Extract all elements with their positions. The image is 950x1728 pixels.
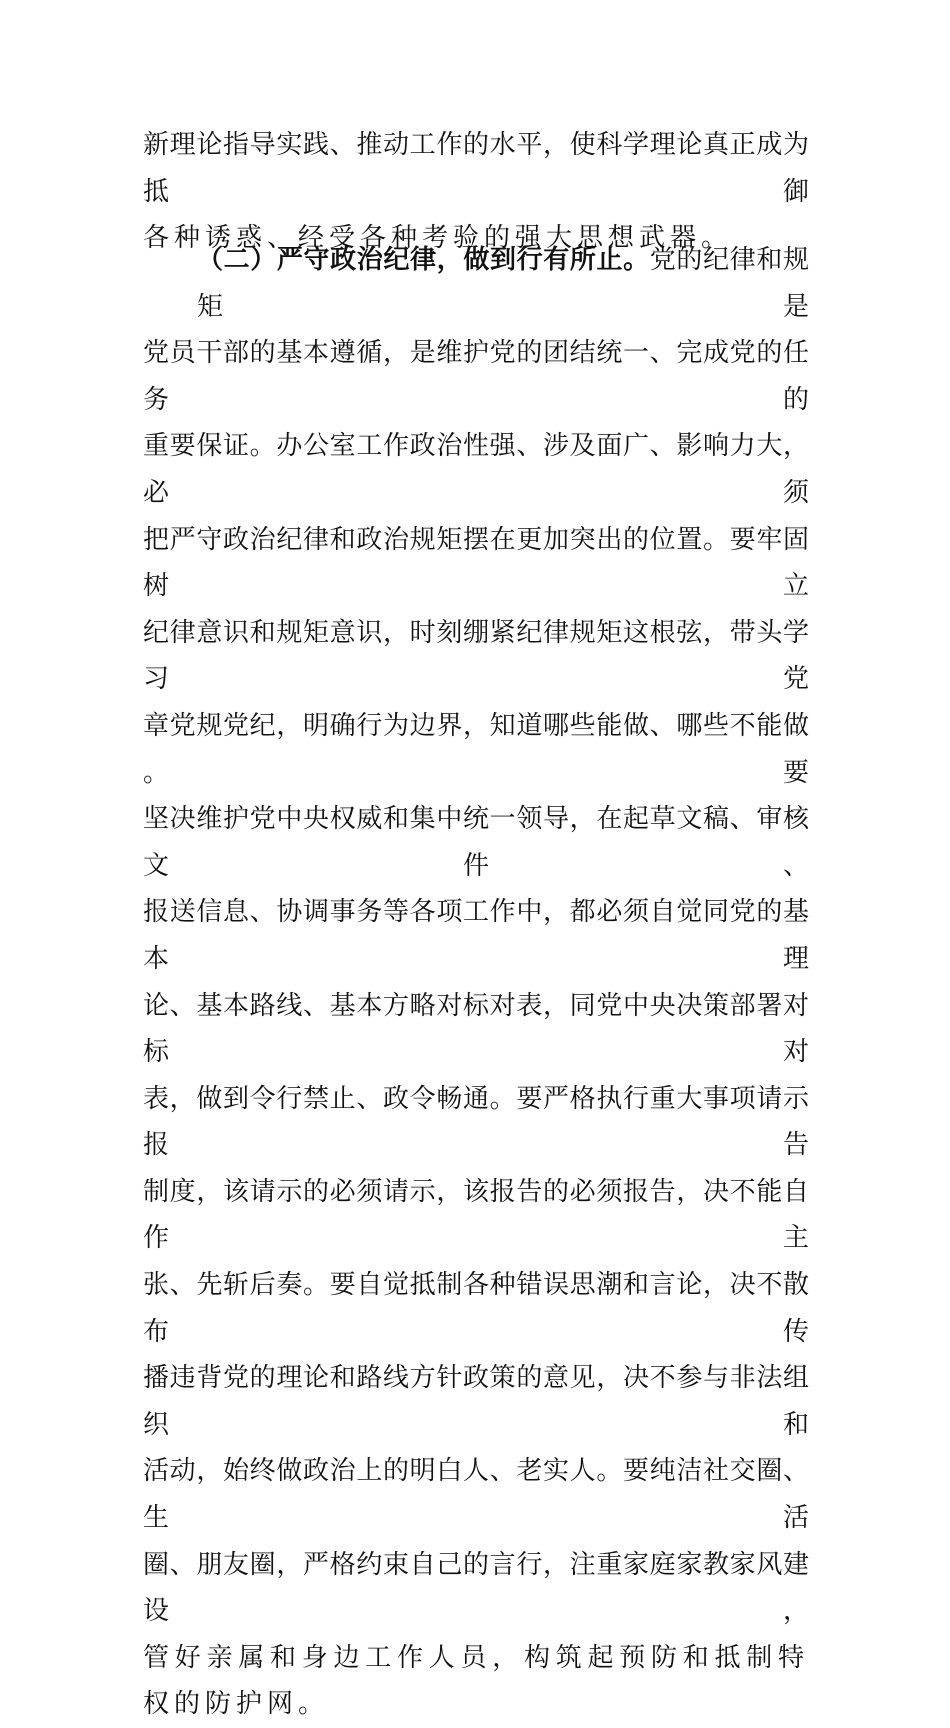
text-line: 管好亲属和身边工作人员，构筑起预防和抵制特权的防护网。 xyxy=(143,1642,809,1720)
text-line: 张、先斩后奏。要自觉抵制各种错误思潮和言论，决不散布传 xyxy=(143,1270,809,1347)
text-line-rest: 党的纪律和规矩是 xyxy=(197,245,809,322)
text-line: 新理论指导实践、推动工作的水平，使科学理论真正成为抵御 xyxy=(143,130,809,207)
paragraph-2 xyxy=(143,237,809,1728)
text-line: 把严守政治纪律和政治规矩摆在更加突出的位置。要牢固树立 xyxy=(143,524,809,602)
text-line: 坚决维护党中央权威和集中统一领导，在起草文稿、审核文件、 xyxy=(143,804,809,881)
text-line: 报送信息、协调事务等各项工作中，都必须自觉同党的基本理 xyxy=(143,897,809,974)
text-line: 各种诱惑、经受各种考验的强大思想武器。 xyxy=(143,223,733,254)
text-line: 章党规党纪，明确行为边界，知道哪些能做、哪些不能做。要 xyxy=(143,710,809,788)
text-line: 播违背党的理论和路线方针政策的意见，决不参与非法组织和 xyxy=(143,1363,809,1440)
text-line: 表，做到令行禁止、政令畅通。要严格执行重大事项请示报告 xyxy=(143,1083,809,1161)
text-line: 制度，该请示的必须请示，该报告的必须报告，决不能自作主 xyxy=(143,1176,809,1254)
text-line: 活动，始终做政治上的明白人、老实人。要纯洁社交圈、生活 xyxy=(143,1456,809,1534)
text-line: 党员干部的基本遵循，是维护党的团结统一、完成党的任务的 xyxy=(143,338,809,415)
section-heading: （二）严守政治纪律，做到行有所止。 xyxy=(197,245,650,275)
text-line: 纪律意识和规矩意识，时刻绷紧纪律规矩这根弦，带头学习党 xyxy=(143,617,809,695)
paragraph-first-line xyxy=(143,237,809,330)
text-line: 重要保证。办公室工作政治性强、涉及面广、影响力大，必须 xyxy=(143,431,809,508)
text-line: 圈、朋友圈，严格约束自己的言行，注重家庭家教家风建设， xyxy=(143,1549,809,1627)
text-line: 论、基本路线、基本方略对标对表，同党中央决策部署对标对 xyxy=(143,990,809,1068)
